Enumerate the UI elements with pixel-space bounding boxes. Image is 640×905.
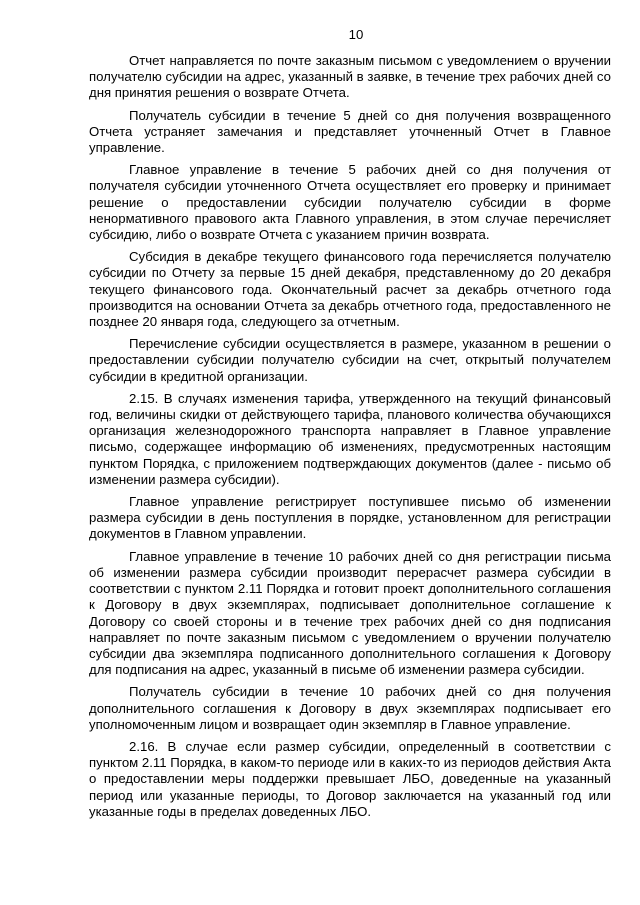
paragraph-letter-registration: Главное управление регистрирует поступившее письмо об изменении размера субсидии в день поступления в порядке, установленном для регистрации документов в Главном управлении.: [89, 494, 611, 542]
paragraph-subsidy-transfer: Перечисление субсидии осуществляется в размере, указанном в решении о предоставлении субсидии получателю субсидии на счет, открытый получателем субсидии в кредитной организации.: [89, 336, 611, 384]
paragraph-december-subsidy: Субсидия в декабре текущего финансового года перечисляется получателю субсидии по Отчету за первые 15 дней декабря, представленному до 20 декабря текущего финансового года. Окончательный расчет за декабрь отчетного года производится на основании Отчета за декабрь отчетного года, предоставленного не позднее 20 января года, следующего за отчетным.: [89, 249, 611, 330]
paragraph-report-verification: Главное управление в течение 5 рабочих дней со дня получения от получателя субсидии уточненного Отчета осуществляет его проверку и принимает решение о предоставлении субсидии получателю субсидии в форме ненормативного правового акта Главного управления, в этом случае перечисляет субсидию, либо о возврате Отчета с указанием причин возврата.: [89, 162, 611, 243]
paragraph-agreement-signing: Получатель субсидии в течение 10 рабочих дней со дня получения дополнительного соглашения к Договору в двух экземплярах подписывает его уполномоченным лицом и возвращает один экземпляр в Главное управление.: [89, 684, 611, 732]
paragraph-clause-2-15: 2.15. В случаях изменения тарифа, утвержденного на текущий финансовый год, величины скидки от действующего тарифа, планового количества обучающихся организация железнодорожного транспорта направляет в Главное управление письмо, содержащее информацию об изменениях, предусмотренных настоящим пунктом Порядка, с приложением подтверждающих документов (далее - письмо об изменении размера субсидии).: [89, 390, 611, 487]
page-number: 10: [348, 27, 364, 42]
paragraph-recalculation: Главное управление в течение 10 рабочих дней со дня регистрации письма об изменении размера субсидии производит перерасчет размера субсидии в соответствии с пунктом 2.11 Порядка и готовит проект дополнительного соглашения к Договору в двух экземплярах, подписывает дополнительное соглашение к Договору со своей стороны и в течение трех рабочих дней со дня подписания направляет по почте заказным письмом с уведомлением о вручении получателю субсидии два экземпляра подписанного дополнительного соглашения к Договору для подписания на адрес, указанный в письме об изменении размера субсидии.: [89, 548, 611, 678]
paragraph-recipient-corrections: Получатель субсидии в течение 5 дней со дня получения возвращенного Отчета устраняет замечания и представляет уточненный Отчет в Главное управление.: [89, 107, 611, 156]
paragraph-clause-2-16: 2.16. В случае если размер субсидии, определенный в соответствии с пунктом 2.11 Порядка, в каком-то периоде или в каких-то из периодов действия Акта о предоставлении меры поддержки превышает ЛБО, доведенные на указанный период или указанные периоды, то Договор заключается на указанный год или указанные годы в пределах доведенных ЛБО.: [89, 738, 611, 819]
paragraph-report-sending: Отчет направляется по почте заказным письмом с уведомлением о вручении получателю субсидии на адрес, указанный в заявке, в течение трех рабочих дней со дня принятия решения о возврате Отчета.: [89, 53, 611, 101]
